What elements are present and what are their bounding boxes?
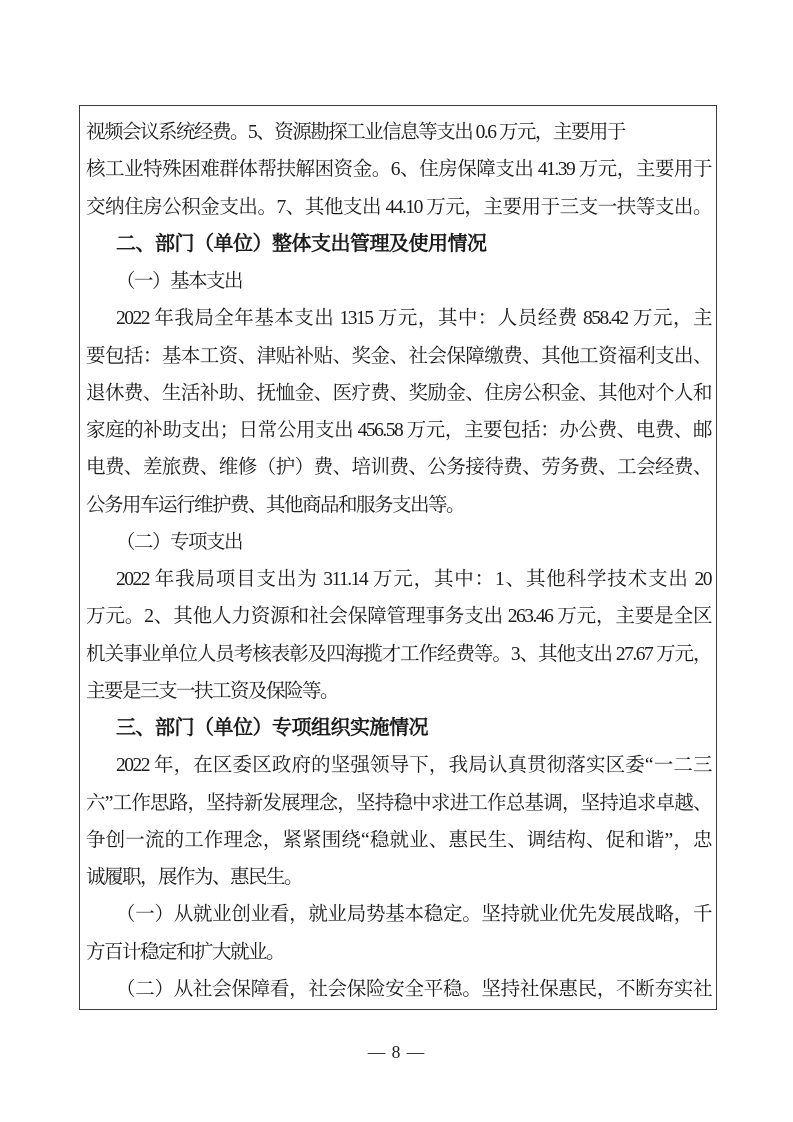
paragraph-line: 主要是三支一扶工资及保险等。 (86, 680, 339, 702)
paragraph-line: 电费、差旅费、维修（护）费、培训费、公务接待费、劳务费、工会经费、 (86, 457, 711, 479)
paragraph-line: 万元。2、其他人力资源和社会保障管理事务支出 263.46 万元，主要是全区 (86, 606, 711, 628)
subsection-heading: （一）基本支出 (116, 271, 243, 292)
paragraph-line: 争创一流的工作理念，紧紧围绕“稳就业、惠民生、调结构、促和谐”，忠 (86, 829, 711, 851)
paragraph-line: 诚履职，展作为、惠民生。 (86, 867, 303, 888)
paragraph-line: 交纳住房公积金支出。7、其他支出 44.10 万元，主要用于三支一扶等支出。 (86, 196, 711, 218)
paragraph-line: 2022 年，在区委区政府的坚强领导下，我局认真贯彻落实区委“一二三 (116, 755, 711, 777)
paragraph-line: 视频会议系统经费。5、资源勘探工业信息等支出 0.6 万元，主要用于 (86, 122, 625, 143)
page-number: — 8 — (367, 1042, 426, 1062)
page-text-border-box (79, 105, 717, 1010)
paragraph-line: 机关事业单位人员考核表彰及四海揽才工作经费等。3、其他支出 27.67 万元， (86, 643, 711, 665)
paragraph-line: 家庭的补助支出；日常公用支出 456.58 万元，主要包括：办公费、电费、邮 (86, 420, 711, 441)
paragraph-line: 核工业特殊困难群体帮扶解困资金。6、住房保障支出 41.39 万元，主要用于 (86, 159, 711, 181)
paragraph-line: 要包括：基本工资、津贴补贴、奖金、社会保障缴费、其他工资福利支出、 (86, 345, 711, 367)
paragraph-line: 2022 年我局项目支出为 311.14 万元，其中：1、其他科学技术支出 20 (116, 569, 711, 590)
section-heading: 三、部门（单位）专项组织实施情况 (116, 717, 428, 739)
subsection-heading: （二）专项支出 (116, 531, 243, 553)
paragraph-line: 方百计稳定和扩大就业。 (86, 941, 285, 963)
paragraph-line: （二）从社会保障看，社会保险安全平稳。坚持社保惠民，不断夯实社 (116, 978, 711, 1000)
paragraph-line: 公务用车运行维护费、其他商品和服务支出等。 (86, 494, 465, 516)
paragraph-line: （一）从就业创业看，就业局势基本稳定。坚持就业优先发展战略，千 (116, 904, 711, 926)
section-heading: 二、部门（单位）整体支出管理及使用情况 (116, 232, 487, 255)
paragraph-line: 六”工作思路，坚持新发展理念，坚持稳中求进工作总基调，坚持追求卓越、 (86, 792, 711, 814)
paragraph-line: 退休费、生活补助、抚恤金、医疗费、奖励金、住房公积金、其他对个人和 (86, 382, 711, 404)
paragraph-line: 2022 年我局全年基本支出 1315 万元，其中：人员经费 858.42 万元，主 (116, 308, 711, 330)
